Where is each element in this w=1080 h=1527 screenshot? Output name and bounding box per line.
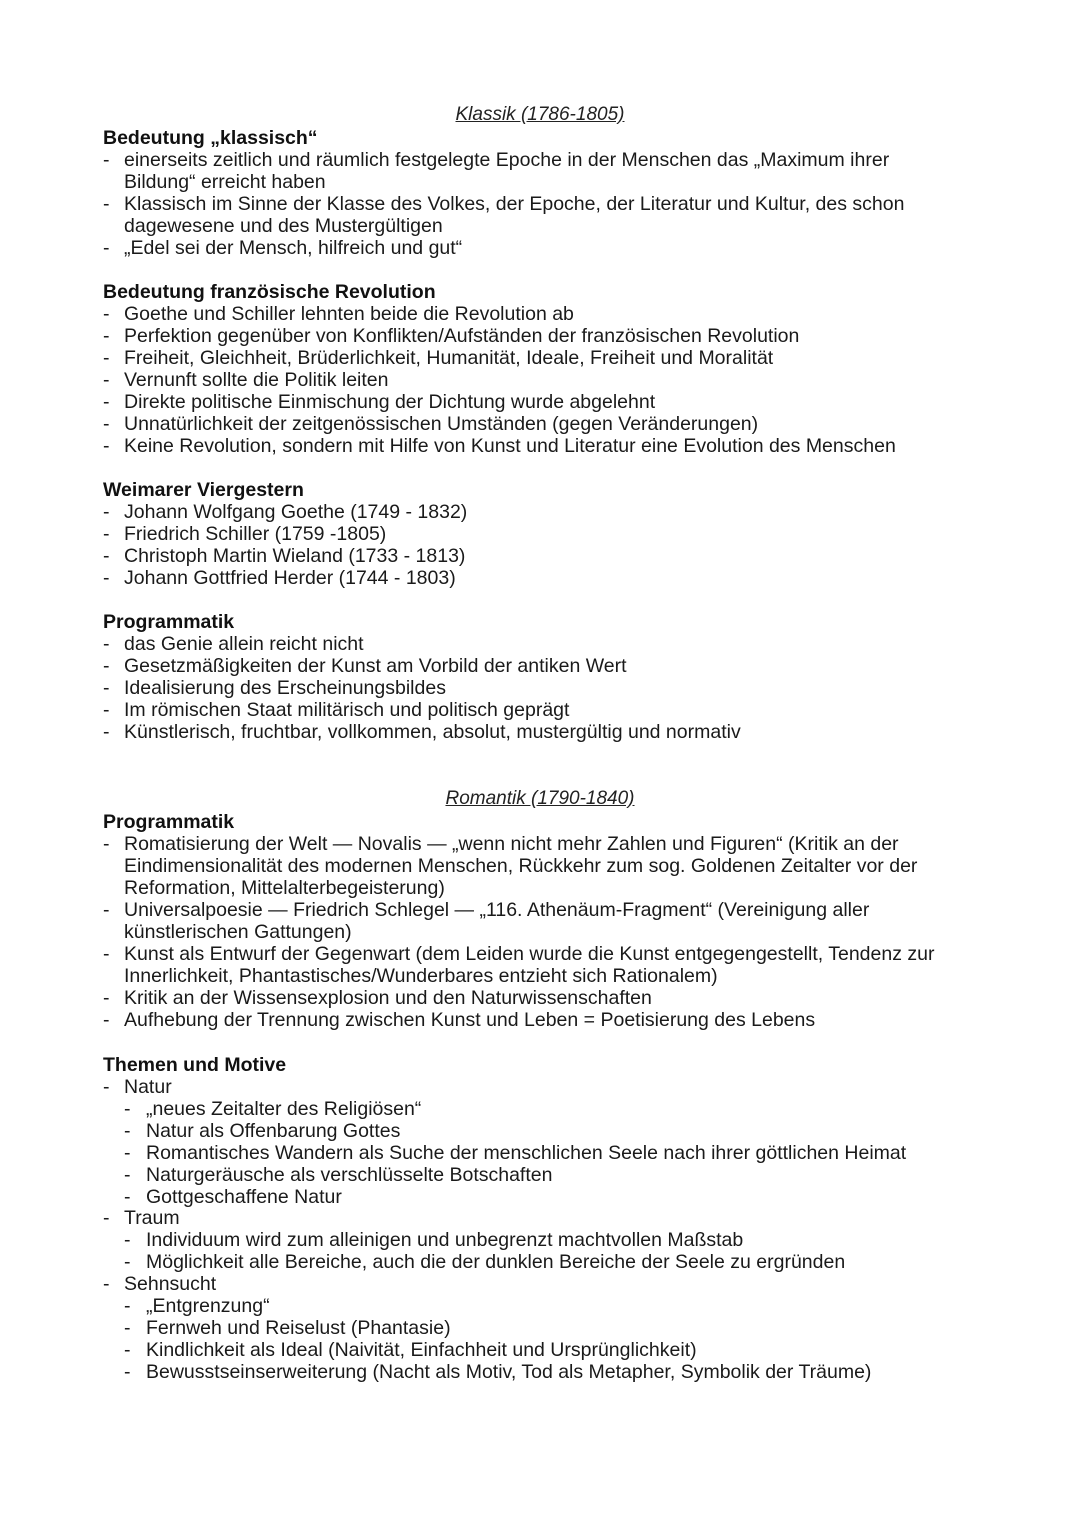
- bullet-dash: -: [103, 655, 110, 677]
- bullet-dash: -: [124, 1295, 131, 1317]
- bullet-dash: -: [103, 325, 110, 347]
- bullet-dash: -: [103, 501, 110, 523]
- bullet-dash: -: [124, 1229, 131, 1251]
- bullet-dash: -: [103, 149, 110, 171]
- bullet-dash: -: [124, 1339, 131, 1361]
- list-item-continuation: Innerlichkeit, Phantastisches/Wunderbares entzieht sich Rationalem): [124, 965, 718, 987]
- bullet-dash: -: [124, 1317, 131, 1339]
- bullet-dash: -: [103, 435, 110, 457]
- bullet-dash: -: [103, 369, 110, 391]
- bullet-dash: -: [103, 1009, 110, 1031]
- bullet-dash: -: [103, 391, 110, 413]
- bullet-dash: -: [124, 1186, 131, 1208]
- list-item-continuation: künstlerischen Gattungen): [124, 921, 352, 943]
- section-heading-bedeutung-klassisch: Bedeutung „klassisch“: [103, 127, 318, 149]
- bullet-dash: -: [103, 237, 110, 259]
- bullet-dash: -: [103, 523, 110, 545]
- bullet-dash: -: [124, 1251, 131, 1273]
- epoch-title-klassik: Klassik (1786-1805): [455, 104, 625, 125]
- list-item-continuation: Bildung“ erreicht haben: [124, 171, 326, 193]
- bullet-dash: -: [103, 633, 110, 655]
- bullet-dash: -: [103, 943, 110, 965]
- section-heading-programmatik-klassik: Programmatik: [103, 611, 235, 633]
- bullet-dash: -: [103, 833, 110, 855]
- bullet-dash: -: [124, 1164, 131, 1186]
- bullet-dash: -: [103, 677, 110, 699]
- bullet-dash: -: [124, 1098, 131, 1120]
- bullet-dash: -: [103, 987, 110, 1009]
- bullet-dash: -: [124, 1361, 131, 1383]
- bullet-dash: -: [103, 699, 110, 721]
- bullet-dash: -: [103, 347, 110, 369]
- bullet-dash: -: [103, 1076, 110, 1098]
- bullet-dash: -: [124, 1120, 131, 1142]
- bullet-dash: -: [103, 1207, 110, 1229]
- bullet-dash: -: [124, 1142, 131, 1164]
- section-heading-bedeutung-revolution: Bedeutung französische Revolution: [103, 281, 436, 303]
- list-item-continuation: Reformation, Mittelalterbegeisterung): [124, 877, 445, 899]
- bullet-dash: -: [103, 721, 110, 743]
- document-page: Klassik (1786-1805) Bedeutung „klassisch“ - einerseits zeitlich und räumlich festgelegte Epoche in der Menschen das „Maximum ihrer Bildung“ erreicht haben - Klassisch im Sinne der Klasse des Volkes, der Epoche, der Literatur und Kultur, des schon dagewesene und des Mustergültigen - „Edel sei der Mensch, hilfreich und gut“ Bedeutung französische Revolution - Goethe und Schiller lehnten beide die Revolution ab - Perfektion gegenüber von Konflikten/Aufständen der französischen Revolution - Freiheit, Gleichheit, Brüderlichkeit, Humanität, Ideale, Freiheit und Moralität - Vernunft sollte die Politik leiten - Direkte politische Einmischung der Dichtung wurde abgelehnt - Unnatürlichkeit der zeitgenössischen Umständen (gegen Veränderungen) - Keine Revolution, sondern mit Hilfe von Kunst und Literatur eine Evolution des Menschen Weimarer Viergestern - Johann Wolfgang Goethe (1749 - 1832) - Friedrich Schiller (1759 -1805) - Christoph Martin Wieland (1733 - 1813) - Johann Gottfried Herder (1744 - 1803) Programmatik - das Genie allein reicht nicht - Gesetzmäßigkeiten der Kunst am Vorbild der antiken Wert - Idealisierung des Erscheinungsbildes - Im römischen Staat militärisch und politisch geprägt - Künstlerisch, fruchtbar, vollkommen, absolut, mustergültig und normativ Romantik (1790-1840) Programmatik - Romatisierung der Welt — Novalis — „wenn nicht mehr Zahlen und Figuren“ (Kritik an der Eindimensionalität des modernen Menschen, Rückkehr zum sog. Goldenen Zeitalter vor der Reformation, Mittelalterbegeisterung) - Universalpoesie — Friedrich Schlegel — „116. Athenäum-Fragment“ (Vereinigung aller künstlerischen Gattungen) - Kunst als Entwurf der Gegenwart (dem Leiden wurde die Kunst entgegengestellt, Tendenz zur Innerlichkeit, Phantastisches/Wunderbares entzieht sich Rationalem) - Kritik an der Wissensexplosion und den Naturwissenschaften - Aufhebung der Trennung zwischen Kunst und Leben = Poetisierung des Lebens Themen und Motive - Natur - „neues Zeitalter des Religiösen“ - Natur als Offenbarung Gottes - Romantisches Wandern als Suche der menschlichen Seele nach ihrer göttlichen Heimat - Naturgeräusche als verschlüsselte Botschaften - Gottgeschaffene Natur - Traum - Individuum wird zum alleinigen und unbegrenzt machtvollen Maßstab - Möglichkeit alle Bereiche, auch die der dunklen Bereiche der Seele zu ergründen - Sehnsucht - „Entgrenzung“ - Fernweh und Reiselust (Phantasie) - Kindlichkeit als Ideal (Naivität, Einfachheit und Ursprünglichkeit) - Bewusstseinserweiterung (Nacht als Motiv, Tod als Metapher, Symbolik der Träume): [0, 0, 1080, 1527]
- section-heading-viergestern: Weimarer Viergestern: [103, 479, 304, 501]
- list-item-continuation: dagewesene und des Mustergültigen: [124, 215, 443, 237]
- section-heading-programmatik-romantik: Programmatik: [103, 811, 235, 833]
- section-heading-themen-motive: Themen und Motive: [103, 1054, 287, 1076]
- bullet-dash: -: [103, 899, 110, 921]
- bullet-dash: -: [103, 1273, 110, 1295]
- bullet-dash: -: [103, 413, 110, 435]
- bullet-dash: -: [103, 303, 110, 325]
- epoch-title-romantik: Romantik (1790-1840): [445, 788, 635, 809]
- bullet-dash: -: [103, 545, 110, 567]
- bullet-dash: -: [103, 193, 110, 215]
- bullet-dash: -: [103, 567, 110, 589]
- list-item-continuation: Eindimensionalität des modernen Menschen, Rückkehr zum sog. Goldenen Zeitalter vor der: [124, 855, 918, 877]
